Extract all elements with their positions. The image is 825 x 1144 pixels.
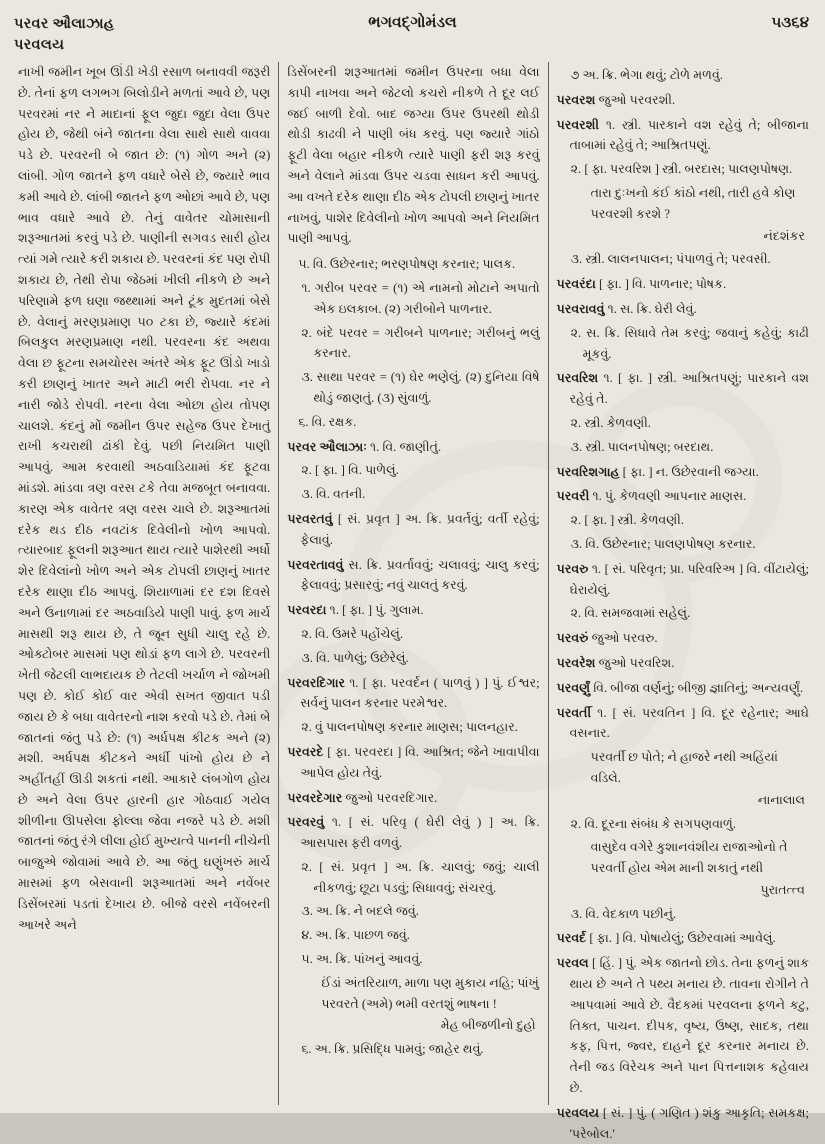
book-title: ભગવદ્ગોમંડલ	[368, 14, 457, 31]
headword: પરવરાવવું	[556, 301, 605, 316]
dictionary-entry: પરવરેશ જુઓ પરવરિશ.	[556, 655, 675, 670]
dictionary-entry: પરવરશી ૧. સ્ત્રી. પારકાને વશ રહેવું તે; બીજાના તાબામાં રહેવું તે; આશ્રિતપણું.	[556, 117, 809, 153]
column-2	[278, 62, 547, 1105]
text-paragraph: ૨. બંદે પરવર = ગરીબને પાળનાર; ગરીબનું ભલું કરનાર.	[301, 325, 540, 361]
verse-quote: ઈંડાં અંતરિયાળ, માળા પણ મુકાય નહિ; પાંખું પરવરતે (અમે) ભમી વરતશું ભાષના !	[321, 975, 539, 1011]
dictionary-entry: પરવરાવવું ૧. સ. ક્રિ. ઘેરી લેવું.	[556, 301, 697, 316]
dictionary-entry: પરવરિશગાહ [ ફા. ] ન. ઉછેરવાની જગ્યા.	[556, 464, 759, 479]
text-paragraph: ૨. વિ. ઉમરે પહોંચેલું.	[301, 626, 404, 641]
dictionary-entry: પરવર્ણું વિ. બીજા વર્ણનું; બીજી જ્ઞાતિનું; અન્યવર્ણું.	[556, 680, 804, 695]
headword: પરવરિશગાહ	[556, 464, 620, 479]
headword: પરવરવું	[287, 815, 325, 830]
headword: પરવરદા	[287, 603, 327, 618]
dictionary-entry: પરવર્દ [ ફા. ] વિ. પોષાયેલું; ઉછેરવામાં આવેલું.	[556, 931, 776, 946]
text-paragraph: ૨. [ ફા. ] વિ. પાળેલું.	[301, 463, 399, 478]
catchword-first: પરવર ઔલાઝાહ	[14, 16, 115, 32]
headword: પરવરું	[556, 631, 589, 646]
column-3	[548, 62, 817, 1141]
dictionary-entry: પરવર ઔલાઝાઃ ૧. વિ. જાણીતું.	[287, 439, 442, 454]
text-paragraph: ૨. [ સં. પ્રવૃત ] અ. ક્રિ. ચાલવું; જવું; ચાલી નીકળવું; છૂટા પડવું; સિધાવવું; સંચરવું.	[301, 859, 540, 895]
dictionary-entry: પરવરદિગાર ૧. [ ફા. પરવર્દન ( પાળવું ) ] પું. ઈશ્વર; સર્વનું પાલન કરનાર પરમેશ્વર.	[287, 675, 540, 711]
dictionary-entry: પરવરંદા [ ફા. ] વિ. પાળનાર; પોષક.	[556, 277, 727, 292]
dictionary-entry: પરવરદેગાર જુઓ પરવરદિગાર.	[287, 790, 438, 805]
text-paragraph: ૩. વિ. પાળેલું; ઉછેરેલું.	[301, 650, 409, 665]
verse-quote: તારા દુઃખનો કંઈ કાંઠો નથી, તારી હવે કોણ પરવરશી કરશે ?	[590, 185, 796, 221]
headword: પરવરિશ	[556, 371, 599, 386]
text-paragraph: ૨. [ ફા. ] સ્ત્રી. કેળવણી.	[570, 513, 685, 528]
text-paragraph: ૨. [ ફા. પરવરિશ ] સ્ત્રી. બરદાસ; પાલણપોષણ.	[570, 162, 793, 177]
headword: પરવરદેગાર	[287, 790, 343, 805]
verse-quote: વાસુદેવ વગેરે કુશાનવંશીય રાજાઓનો તે પરવર્તી હોય એમ માની શકાતું નથી	[590, 840, 788, 876]
text-paragraph: ૩. વિ. વેદકાળ પછીનું.	[570, 906, 677, 921]
page-number: ૫૩૬૪	[771, 15, 809, 31]
quote-attribution: નંદશંકર	[763, 228, 805, 243]
text-paragraph: ૧. ગરીબ પરવર = (૧) એ નામનો મોટાને અપાતો એક ઇલકાબ. (૨) ગરીબોને પાળનાર.	[301, 280, 540, 316]
verse-quote: પરવર્તી છ પોતે; ને હાજરે નથી અહિંયાં વડિલે.	[590, 750, 778, 785]
text-columns	[0, 58, 825, 1141]
text-paragraph: ૭ અ. ક્રિ. ભેગા થવું; ટોળે મળવું.	[570, 68, 723, 82]
headword: પરવરતવું	[287, 511, 333, 526]
text-paragraph: ૩. સ્ત્રી. લાલનપાલન; પંપાળવું તે; પરવસી.	[570, 252, 771, 267]
text-paragraph: ૬. વિ. રક્ષક.	[298, 414, 357, 429]
quote-attribution: મેહ બીજળીનો દુહો	[440, 1018, 536, 1033]
text-paragraph: ૩. વિ. ઉછેરનાર; પાલણપોષણ કરનાર.	[570, 536, 756, 551]
text-paragraph: ૨. વિ. દૂરના સંબંધ કે સગપણવાળું.	[570, 816, 737, 831]
headword: પરવર્તી	[556, 705, 592, 720]
text-paragraph: ૪. અ. ક્રિ. પાછળ જવું.	[301, 928, 410, 943]
dictionary-entry: પરવરી ૧. પું. કેળવણી આપનાર માણસ.	[556, 489, 747, 504]
column-1	[10, 62, 278, 1105]
dictionary-entry: પરવરશ જુઓ પરવરશી.	[556, 92, 676, 107]
catchword-second: પરવલય	[14, 37, 65, 53]
headword: પરવલય	[556, 1105, 600, 1120]
headword: પરવર ઔલાઝાઃ	[287, 439, 367, 454]
text-paragraph: ૩. અ. ક્રિ. ને બદલે જવું.	[301, 904, 419, 919]
text-paragraph: ૩. સ્ત્રી. પાલનપોષણ; બરદાથ.	[570, 439, 714, 454]
headword: પરવરદિગાર	[287, 675, 346, 690]
text-paragraph: ૩. વિ. વતની.	[301, 487, 366, 502]
text-paragraph: ડિસેંબરની શરૂઆતમાં જમીન ઉપરના બધા વેલા કાપી નાખવા અને જેટલો કચરો નીકળે તે દૂર લઈ જઈ બાળી દેવો. બાદ જગ્યા ઉપર ઉપરથી થોડી થોડી કાઢવી ને પાણી બંધ કરવું. પણ જ્યારે ગાંઠો ફૂટી વેલા બહાર નીકળે ત્યારે પાણી ફરી શરૂ કરવું અને વેલાને માંડવા ઉપર ચડવા સાધન કરી આપવું. આ વખતે દરેક થાણા દીઠ એક ટોપલી છાણનું ખાતર નાખવું, પાશેર દિવેલીનો ખોળ આપવો અને નિયમિત પાણી આપવું.	[287, 65, 540, 246]
headword: પરવરી	[556, 489, 590, 504]
headword: પરવરંદા	[556, 277, 596, 292]
text-paragraph: ૫. વિ. ઉછેરનાર; ભરણપોષણ કરનાર; પાલક.	[298, 257, 516, 272]
headword: પરવરુ	[556, 561, 589, 576]
text-paragraph: ૬. અ. ક્રિ. પ્રસિદ્ધિ પામવું; જાહેર થવું.	[301, 1042, 484, 1057]
text-paragraph: ૨. સ. ક્રિ. સિધાવે તેમ કરવું; જવાનું કહેવું; કાઢી મૂકવું.	[570, 325, 809, 361]
quote-attribution: નાનાલાલ	[757, 792, 805, 807]
dictionary-entry: પરવરતાવવું સ. ક્રિ. પ્રવર્તાવવું; ચલાવવું; ચાલુ કરવું; ફેલાવવું; પ્રસારવું; નવું ચાલતું કરવું.	[287, 557, 540, 593]
dictionary-entry: પરવર્તી ૧. [ સં. પરવતિન ] વિ. દૂર રહેનાર; આઘે વસનાર.	[556, 705, 809, 741]
headword: પરવર્દ	[556, 931, 587, 946]
headword: પરવરશ	[556, 92, 596, 107]
dictionary-entry: પરવરુ ૧. [ સં. પરિવૃત; પ્રા. પરિવરિઅ ] વિ. વીંટાયેલું; ઘેરાયેલું.	[556, 561, 809, 597]
text-paragraph: ૨. સ્ત્રી. કેળવણી.	[570, 415, 651, 430]
text-paragraph: ૫. અ. ક્રિ. પાંખનું આવવું.	[301, 952, 423, 967]
headword: પરવરશી	[556, 117, 600, 132]
quote-attribution: પુરાતત્ત્વ	[760, 882, 805, 897]
text-paragraph: ૨. વું પાલનપોષણ કરનાર માણસ; પાલનહાર.	[301, 720, 518, 735]
headword: પરવરતાવવું	[287, 557, 344, 572]
dictionary-entry: પરવરદે [ ફા. પરવરદા ] વિ. આશ્રિત; જેને ખાવાપીવા આપેલ હોય તેવું.	[287, 744, 540, 780]
text-paragraph: નાખી જમીન ખૂબ ઊંડી ખેડી રસાળ બનાવવી જરૂરી છે. તેનાં ફળ લગભગ બિલોડીને મળતાં આવે છે, પણ પરવરમાં નર ને માદાનાં ફૂલ જુદા જુદા વેલા ઉપર હોય છે, જેથી બંને જાતના વેલા સાથે સાથે વાવવા પડે છે. પરવરની બે જાત છે: (૧) ગોળ અને (૨) લાંબી. ગોળ જાતને ફળ વધારે બેસે છે, જ્યારે ભાવ કમી આવે છે. લાંબી જાતને ફળ ઓછાં આવે છે, પણ ભાવ વધારે આવે છે. તેનું વાવેતર ચોમાસાની શરૂઆતમાં કરવું પડે છે. પાણીની સગવડ સારી હોય ત્યાં ગમે ત્યારે કરી શકાય છે. પરવરનાં કંદ પણ રોપી શકાય છે, તેથી રોપા જેઠમાં ખીલી નીકળે છે અને પરિણામે ફળ ઘણા જથ્થામાં અને ટૂંક મુદતમાં બેસે છે. વેલાનું મરણપ્રમાણ ૫૦ ટકા છે, જ્યારે કંદમાં બિલકુલ મરણપ્રમાણ નથી. પરવરના કંદ અથવા વેલા છ ફૂટના સમચોરસ અંતરે એક ફૂટ ઊંડો ખાડો કરી છાણનું ખાતર અને માટી ભરી રોપવા. નર ને નારી જોડે રોપવી. નરના વેલા ઓછા હોય તોપણ ચાલશે. કંદનું મોં જમીન ઉપર સહેજ ઉપર દેખાતું રાખી કચરાથી ઢાંકી દેવું. પછી નિયમિત પાણી આપવું. આમ કરવાથી અઠવાડિયામાં કંદ ફૂટવા માંડશે. માંડવા ત્રણ વરસ ટકે તેવા મજબૂત બનાવવા. કારણ એક વાવેતર ત્રણ વરસ ચાલે છે. શરૂઆતમાં દરેક થડ દીઠ નવટાંક દિવેલીનો ખોળ આપવો. ત્યારબાદ ફૂલની શરૂઆત થાય ત્યારે પાશેરથી અર્ધો શેર દિવેલાંનો ખોળ અને એક ટોપલી છાણનું ખાતર દરેક થાણા દીઠ આપવું. શિયાળામાં દર દશ દિવસે અને ઉનાળામાં દર અઠવાડિયે પાણી પાવું. ફળ માર્ચ માસથી શરૂ થાય છે, તે જૂન સુધી ચાલુ રહે છે. ઓક્ટોબર માસમાં પણ થોડાં ફળ લાગે છે. પરવરની ખેતી જેટલી લાભદાયક છે તેટલી ખર્ચાળ ને જોખમી પણ છે. કોઈ કોઈ વાર એવી સખત જીવાત પડી જાય છે કે બધા વાવેતરનો નાશ કરવો પડે છે. તેમાં બે જાતનાં જંતુ પડે છે: (૧) અર્ધપક્ષ કીટક અને (૨) મશી. અર્ધપક્ષ કીટકને અર્ધી પાંખો હોય છે ને અહીંતહીં ઊડી શકતાં નથી. આકારે લંબગોળ હોય છે અને વેલા ઉપર હારની હાર ગોઠવાઈ ગયેલ શીળીના ઊપસેલા ફોલ્લા જેવા નજરે પડે છે. મશી જાતનાં જંતુ રંગે લીલા હોઈ મુખ્યત્વે પાનની નીચેની બાજુએ જોવામાં આવે છે. આ જંતુ ઘણુંખરું માર્ચ માસમાં ફળ બેસવાની શરૂઆતમાં અને નવેંબર ડિસેંબરમાં પડતાં દેખાય છે. બીજે વરસે નવેંબરની આખરે અને	[18, 65, 271, 932]
dictionary-entry: પરવલય [ સં. ] પું. ( ગણિત ) શંકુ આકૃતિ; સમકક્ષ; 'પરેબોલ.'	[556, 1105, 809, 1141]
headword: પરવરેશ	[556, 655, 596, 670]
dictionary-entry: પરવરતવું [ સં. પ્રવૃત ] અ. ક્રિ. પ્રવર્તવું; વર્તી રહેવું; ફેલાવું.	[287, 511, 540, 547]
dictionary-entry: પરવરિશ ૧. [ ફા. ] સ્ત્રી. આશ્રિતપણું; પારકાને વશ રહેવું તે.	[556, 371, 809, 407]
headword: પરવર્ણું	[556, 680, 591, 695]
text-paragraph: ૩. સાથા પરવર = (૧) ઘેર ભણેલું. (૨) દુનિયા વિષે થોડું જાણતું. (૩) સુંવાળું.	[301, 370, 540, 405]
headword: પરવલ	[556, 956, 589, 971]
dictionary-entry: પરવરદા ૧. [ ફા. ] પું. ગુલામ.	[287, 603, 424, 618]
page-header	[0, 0, 825, 58]
dictionary-entry: પરવલ [ હિં. ] પું. એક જાતનો છોડ. તેના ફળનું શાક થાય છે અને તે પથ્ય મનાય છે. તાવના રોગીને તે આપવામાં આવે છે. વૈદકમાં પરવલના ફળને કટુ, તિક્ત, પાચન. દીપક, વૃષ્ય, ઉષ્ણ, સાદક, તથા કફ, પિત્ત, જ્વર, દાહને દૂર કરનાર મનાય છે. તેની જડ વિરેચક અને પાન પિત્તનાશક કહેવાય છે.	[556, 956, 809, 1096]
text-paragraph: ૨. વિ. સમજવામાં સહેલું.	[570, 606, 691, 621]
dictionary-entry: પરવરવું ૧. [ સં. પરિવૃ ( ઘેરી લેવું ) ] અ. ક્રિ. આસપાસ ફરી વળવું.	[287, 815, 540, 851]
headword: પરવરદે	[287, 744, 324, 759]
dictionary-entry: પરવરું જુઓ પરવરુ.	[556, 631, 658, 646]
